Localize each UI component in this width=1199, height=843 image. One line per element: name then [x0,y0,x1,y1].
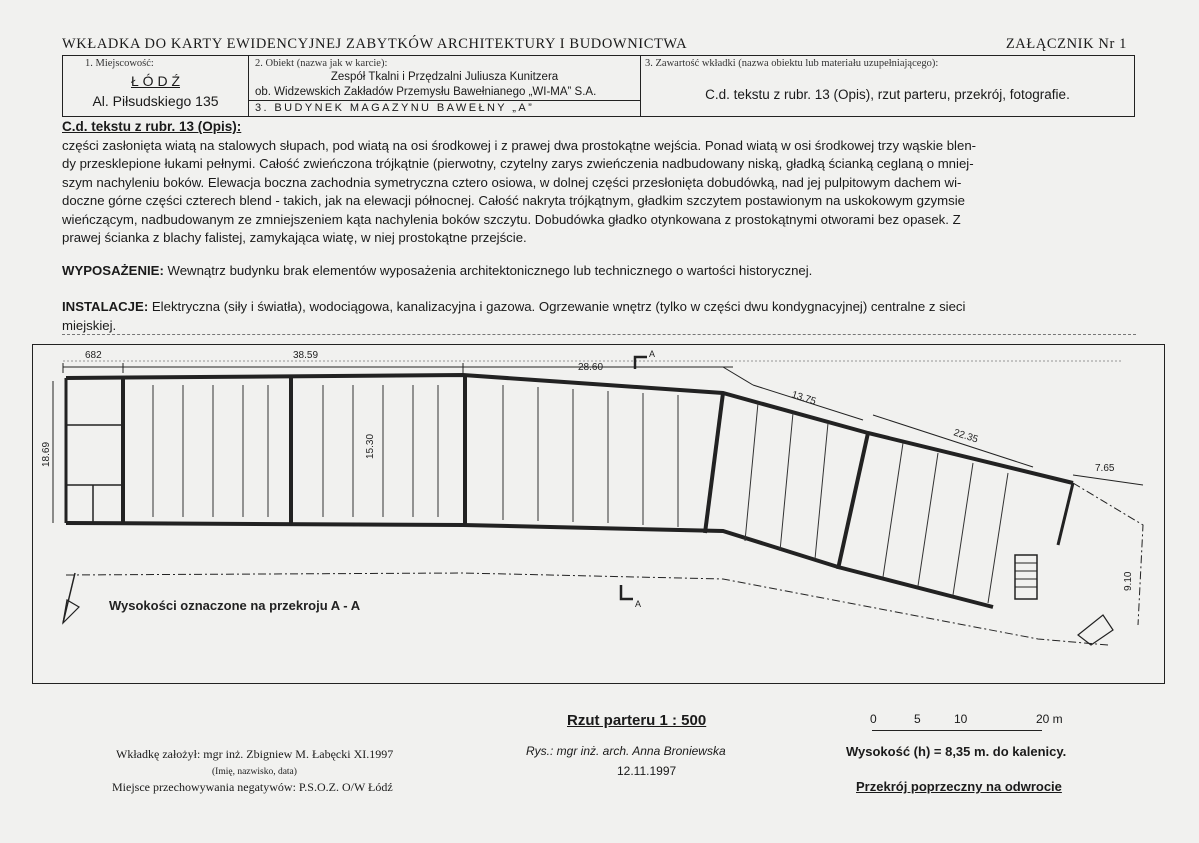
dim-label: 7.65 [1095,463,1115,474]
description-line: dy przesklepione łukami pełnymi. Całość zwieńczona trójkątnie (pierwotny, czytelny zarys zwieńczenia nadbudowany niską, gładką ścianką ceglaną o mniej- [62,156,974,171]
drawing-author: Rys.: mgr inż. arch. Anna Broniewska [526,744,726,758]
document-title: WKŁADKA DO KARTY EWIDENCYJNEJ ZABYTKÓW ARCHITEKTURY I BUDOWNICTWA [62,36,688,52]
dim-label: 682 [85,350,102,361]
scale-tick: 0 [870,712,877,726]
locality-cell [63,56,249,116]
description-line: doczne górne części czterech blend - takich, jak na elewacji północnej. Całość nakryta trójkątnym, gładkim szczytem postawionym na uskokowym gzymsie [62,193,965,208]
locality-label: 1. Miejscowość: [85,58,154,69]
plan-title: Rzut parteru 1 : 500 [567,712,707,729]
scale-bar [870,712,1070,732]
scale-tick: 10 [954,712,968,726]
description-heading: C.d. tekstu z rubr. 13 (Opis): [62,119,242,134]
dim-label: 15.30 [365,433,376,459]
installations-label: INSTALACJE: [62,299,149,314]
contents-value: C.d. tekstu z rubr. 13 (Opis), rzut parteru, przekrój, fotografie. [705,87,1070,102]
annex-label: ZAŁĄCZNIK Nr 1 [1005,36,1127,52]
floor-plan-frame [32,344,1165,684]
equipment-text: Wewnątrz budynku brak elementów wyposażenia architektonicznego lub technicznego o wartości historycznej. [167,263,813,278]
contents-cell [641,56,1134,116]
equipment-label: WYPOSAŻENIE: [62,263,164,278]
object-line-2: ob. Widzewskich Zakładów Przemysłu Bawełnianego „WI-MA” S.A. [255,86,597,98]
description-line: części zasłonięta wiatą na stalowych słupach, pod wiatą na osi środkowej i z prawej dwa prostokątne wejścia. Ponad wiatą w osi środkowej trzy wąskie blen- [62,137,977,153]
drawing-date: 12.11.1997 [617,764,677,778]
plan-caption: Wysokości oznaczone na przekroju A - A [109,598,361,613]
section-note: Przekrój poprzeczny na odwrocie [856,779,1062,794]
section-mark: A [649,349,656,359]
description-line: szym nachyleniu boków. Elewacja boczna zachodnia symetryczna cztero osiowa, w dolnej części przesłonięta dobudówką, nad jej pulpitowym dachem wi- [62,174,962,190]
dim-label: 38.59 [293,350,319,361]
author-line: Wkładkę założył: mgr inż. Zbigniew M. Łabęcki XI.1997 [116,747,394,761]
building-name: 3. BUDYNEK MAGAZYNU BAWEŁNY „A” [255,102,535,114]
dim-label: 22.35 [952,427,980,446]
section-mark: A [635,599,642,609]
description-line: prawej ścianka z blachy falistej, zamykająca wiatę, w niej prostokątne przejście. [62,230,527,245]
contents-label: 3. Zawartość wkładki (nazwa obiektu lub materiału uzupełniającego): [645,58,939,69]
object-line-1: Zespół Tkalni i Przędzalni Juliusza Kunitzera [330,71,559,83]
description-line: wieńczącym, nadbudowanym ze zmniejszeniem kąta nachylenia boków szczytu. Dobudówka gładko otynkowana z prostokątnymi otworami bez opasek. Z [62,211,961,227]
author-note: (Imię, nazwisko, data) [212,767,297,777]
equipment-section [62,262,1137,281]
scale-tick: 20 m [1036,712,1063,726]
object-cell [249,56,641,116]
dim-label: 13.75 [790,389,818,408]
object-label: 2. Obiekt (nazwa jak w karcie): [255,58,388,69]
installations-section [62,298,1137,335]
dim-label: 9.10 [1123,571,1134,591]
description-section [62,118,1137,248]
header-table [62,55,1135,117]
scale-tick: 5 [914,712,921,726]
dim-label: 18.69 [41,441,52,467]
height-note: Wysokość (h) = 8,35 m. do kalenicy. [846,744,1067,759]
dim-label: 28.60 [578,362,604,373]
negatives-storage: Miejsce przechowywania negatywów: P.S.O.Z. O/W Łódź [112,780,393,794]
installations-text: Elektryczna (siły i światła), wodociągowa, kanalizacyjna i gazowa. Ogrzewanie wnętrz (tylko w części dwu kondygnacyjnej) centralne z sieci [151,299,966,314]
installations-text-2: miejskiej. [62,317,117,333]
city-name: Ł Ó D Ź [130,73,180,89]
floor-plan [33,345,1163,682]
street-address: Al. Piłsudskiego 135 [92,93,219,109]
